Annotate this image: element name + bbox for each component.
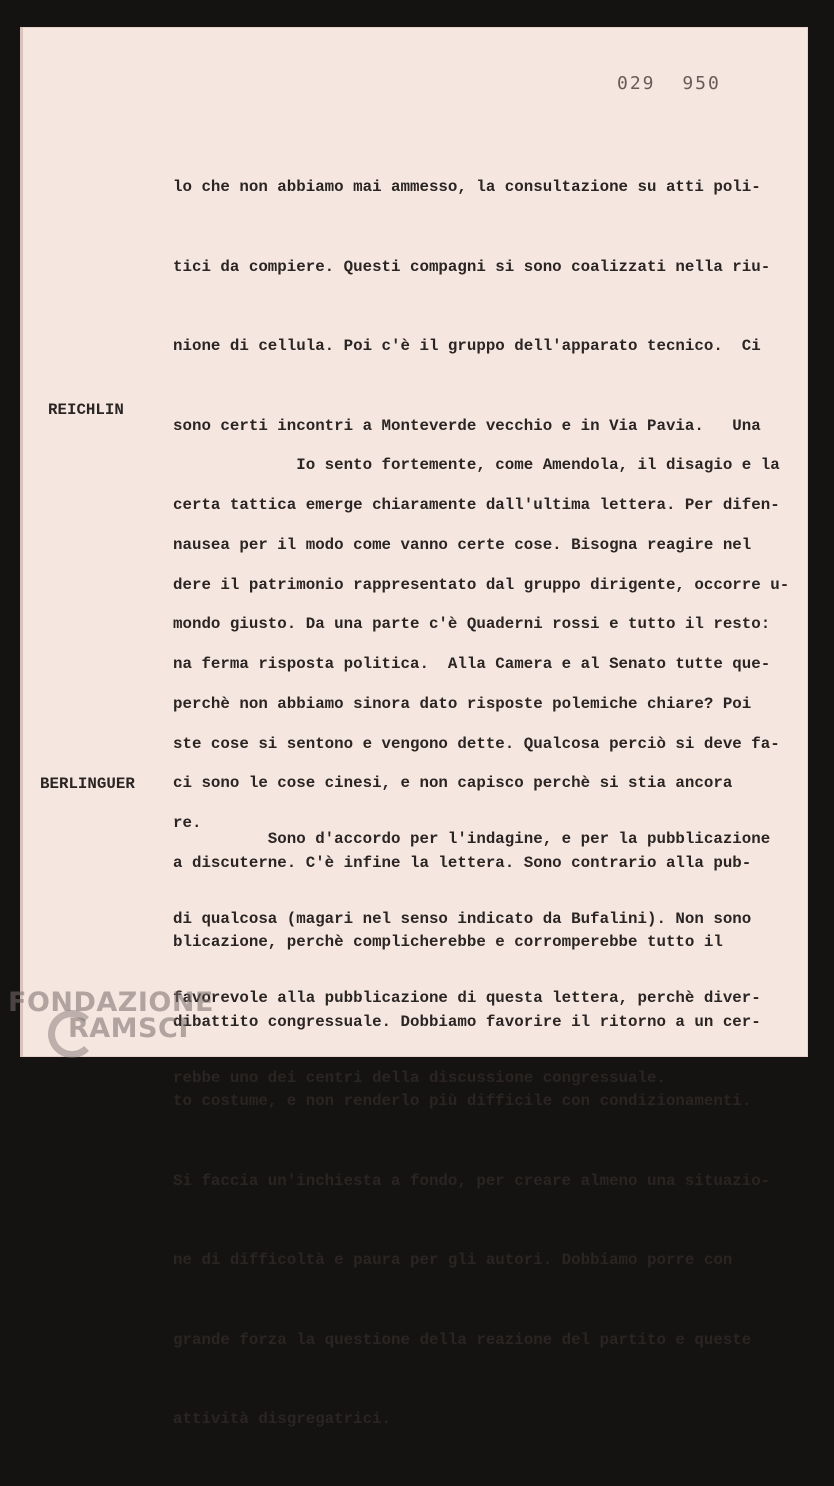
watermark-line-1: FONDAZIONE <box>8 987 214 1018</box>
paper-edge <box>20 27 23 1057</box>
watermark-g-logo-icon <box>48 1010 96 1058</box>
text-line: nione di cellula. Poi c'è il gruppo dell'apparato tecnico. Ci <box>173 337 761 355</box>
text-line: dere il patrimonio rappresentato dal gruppo dirigente, occorre u- <box>173 575 790 594</box>
speech-text-berlinguer <box>173 773 770 1144</box>
page-number: 029 950 <box>617 73 721 94</box>
text-line: to costume, e non renderlo più difficile con condizionamenti. <box>173 1092 752 1110</box>
text-line: rebbe uno dei centri della discussione congressuale. <box>173 1068 666 1087</box>
text-line: di qualcosa (magari nel senso indicato da Bufalini). Non sono <box>173 909 752 928</box>
text-line: re. <box>173 814 202 832</box>
text-line: ne di difficoltà e paura per gli autori. Dobbiamo porre con <box>173 1251 733 1269</box>
speaker-reichlin: REICHLIN <box>48 401 124 419</box>
text-line: blicazione, perchè complicherebbe e corromperebbe tutto il <box>173 933 723 951</box>
text-line: perchè non abbiamo sinora dato risposte polemiche chiare? Poi <box>173 694 752 713</box>
text-line: lo che non abbiamo mai ammesso, la consultazione su atti poli- <box>173 178 761 196</box>
text-line: certa tattica emerge chiaramente dall'ultima lettera. Per difen- <box>173 496 780 514</box>
text-line: tici da compiere. Questi compagni si sono coalizzati nella riu- <box>173 257 771 276</box>
watermark-line-2: RAMSCI <box>68 1013 189 1044</box>
text-line: dibattito congressuale. Dobbiamo favorire il ritorno a un cer- <box>173 1012 761 1031</box>
text-line: nausea per il modo come vanno certe cose. Bisogna reagire nel <box>173 535 752 554</box>
text-line: Si faccia un'inchiesta a fondo, per creare almeno una situazio- <box>173 1171 771 1190</box>
text-line: mondo giusto. Da una parte c'è Quaderni rossi e tutto il resto: <box>173 615 771 633</box>
text-line: na ferma risposta politica. Alla Camera e al Senato tutte que- <box>173 655 771 673</box>
text-line: favorevole alla pubblicazione di questa lettera, perchè diver- <box>173 989 761 1007</box>
text-line: grande forza la questione della reazione del partito e queste <box>173 1330 752 1349</box>
text-line: sono certi incontri a Monteverde vecchio e in Via Pavia. Una <box>173 416 761 435</box>
speaker-berlinguer: BERLINGUER <box>40 775 135 793</box>
text-line: attività disgregatrici. <box>173 1410 392 1428</box>
text-line: Sono d'accordo per l'indagine, e per la pubblicazione <box>173 830 771 848</box>
text-line: ci sono le cose cinesi, e non capisco perchè si stia ancora <box>173 774 733 792</box>
text-line: Io sento fortemente, come Amendola, il disagio e la <box>173 456 780 474</box>
text-line: a discuterne. C'è infine la lettera. Sono contrario alla pub- <box>173 853 752 872</box>
text-line: ste cose si sentono e vengono dette. Qualcosa perciò si deve fa- <box>173 734 780 753</box>
fondazione-gramsci-watermark <box>8 987 214 1044</box>
